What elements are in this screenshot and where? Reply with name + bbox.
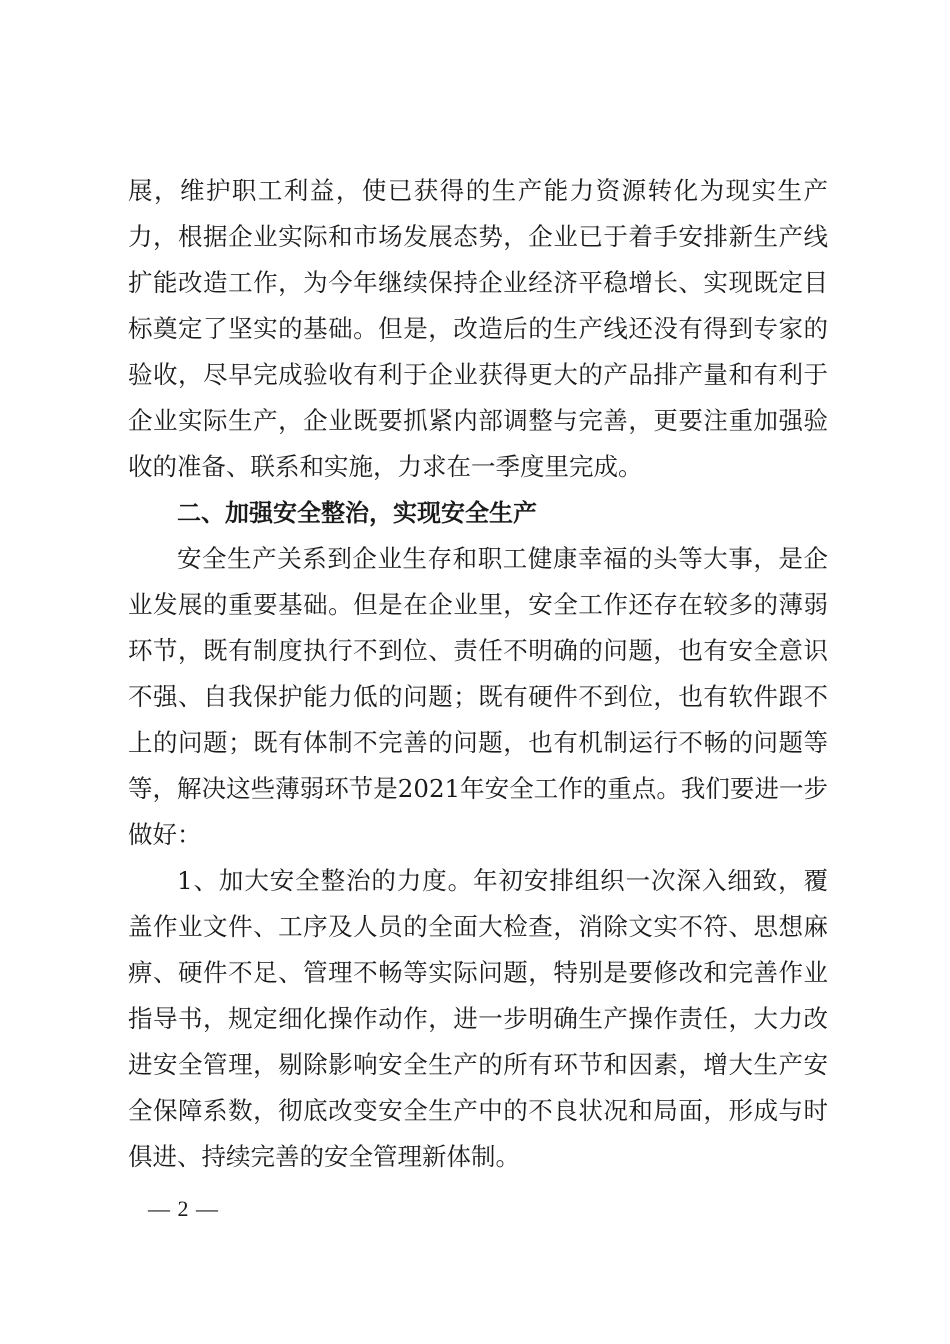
paragraph-item-1: 1、加大安全整治的力度。年初安排组织一次深入细致，覆盖作业文件、工序及人员的全面大检查，消除文实不符、思想麻痹、硬件不足、管理不畅等实际问题，特别是要修改和完善作业指导书，规定细化操作动作，进一步明确生产操作责任，大力改进安全管理，剔除影响安全生产的所有环节和因素，增大生产安全保障系数，彻底改变安全生产中的不良状况和局面，形成与时俱进、持续完善的安全管理新体制。 [128, 866, 828, 1171]
paragraph-safety-intro: 安全生产关系到企业生存和职工健康幸福的头等大事，是企业发展的重要基础。但是在企业里，安全工作还存在较多的薄弱环节，既有制度执行不到位、责任不明确的问题，也有安全意识不强、自我保护能力低的问题；既有硬件不到位，也有软件跟不上的问题；既有体制不完善的问题，也有机制运行不畅的问题等等，解决这些薄弱环节是2021年安全工作的重点。我们要进一步做好： [128, 544, 828, 849]
paragraph-continuation: 展，维护职工利益，使已获得的生产能力资源转化为现实生产力，根据企业实际和市场发展态势，企业已于着手安排新生产线扩能改造工作，为今年继续保持企业经济平稳增长、实现既定目标奠定了坚实的基础。但是，改造后的生产线还没有得到专家的验收，尽早完成验收有利于企业获得更大的产品排产量和有利于企业实际生产，企业既要抓紧内部调整与完善，更要注重加强验收的准备、联系和实施，力求在一季度里完成。 [128, 176, 828, 481]
document-body [128, 168, 828, 1180]
section-heading: 二、加强安全整治，实现安全生产 [177, 499, 537, 527]
page-number: — 2 — [148, 1196, 219, 1221]
